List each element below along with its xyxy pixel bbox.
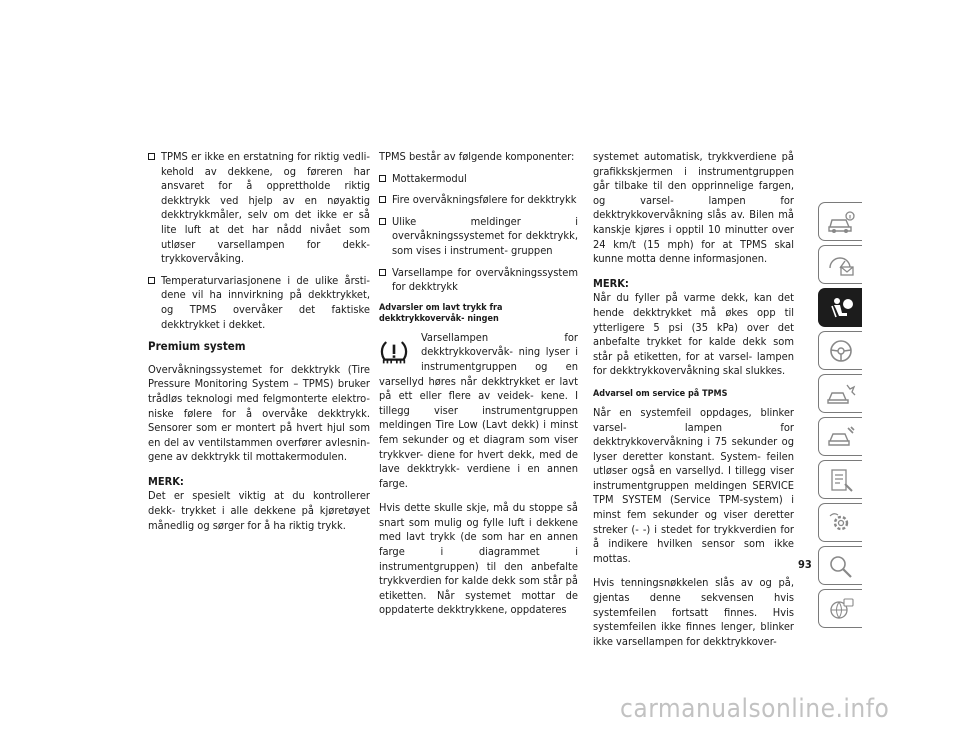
watermark: carmanualsonline.info bbox=[620, 694, 890, 724]
checkbox-bullet-icon bbox=[379, 218, 386, 225]
tab-safety[interactable] bbox=[818, 288, 862, 327]
bullet-item bbox=[379, 215, 578, 259]
note-text: Det er spesielt viktig at du kontrollerer dekk- trykket i alle dekkene på kjøretøyet månedlig og sørger for å ha riktig trykk. bbox=[148, 489, 370, 532]
paragraph: Hvis tenningsnøkkelen slås av og på, gjentas denne sekvensen hvis systemfeilen fortsatt finnes. Hvis systemfeilen ikke finnes lenger, blinker ikke varsellampen for dekktrykkover- bbox=[593, 576, 794, 648]
bullet-text: Fire overvåkningsfølere for dekktrykk bbox=[392, 193, 577, 207]
tab-multimedia[interactable] bbox=[818, 503, 862, 542]
bullet-text: Temperaturvariasjonene i de ulike årsti- dene vil ha innvirkning på dekktrykket, og TPMS overvåker det faktiske dekktrykket i dekket. bbox=[161, 273, 370, 331]
bullet-item bbox=[379, 172, 578, 187]
section-heading: Premium system bbox=[148, 339, 246, 354]
checkbox-bullet-icon bbox=[379, 269, 386, 276]
checkbox-bullet-icon bbox=[148, 277, 155, 284]
tab-driving[interactable] bbox=[818, 331, 862, 370]
checklist-wrench-icon bbox=[826, 467, 856, 493]
car-crash-icon bbox=[826, 381, 856, 407]
note-text: Når du fyller på varme dekk, kan det hende dekktrykket må økes opp til ytterligere 5 psi (35 kPa) over det anbefalte trykket for kalde dekk som står på etiketten, for at varsel- lampen for dekktrykkovervåkning skal slukkes. bbox=[593, 291, 794, 378]
section-heading: Advarsel om service på TPMS bbox=[593, 388, 728, 399]
bullet-item bbox=[148, 150, 370, 267]
paragraph: Hvis dette skulle skje, må du stoppe så snart som mulig og fylle luft i dekkene med lavt trykk (de som har en annen farge i diagrammet i instrumentgruppen) til den anbefalte trykkverdien for kalde dekk som står på etiketten. Når systemet mottar de oppdaterte dekktrykkene, oppdateres bbox=[379, 501, 578, 617]
airbag-safety-icon bbox=[826, 295, 856, 321]
column-middle bbox=[379, 150, 578, 628]
paragraph: systemet automatisk, trykkverdiene på grafikkskjermen i instrumentgruppen går tilbake til den opprinnelige fargen, og varsel- lampen for dekktrykkovervåkning slås av. Bilen må kanskje kjøres i opptil 10 minutter over 24 km/t (15 mph) for at TPMS skal kunne motta denne informasjonen. bbox=[593, 150, 794, 266]
section-heading: Advarsler om lavt trykk fra dekktrykkovervåk- ningen bbox=[379, 302, 503, 324]
warning-block bbox=[379, 331, 578, 492]
checkbox-bullet-icon bbox=[379, 175, 386, 182]
bullet-item bbox=[148, 274, 370, 332]
bullet-text: TPMS er ikke en erstatning for riktig vedli- kehold av dekkene, og føreren har ansvaret for å opprettholde riktig dekktrykk ved hjelp av en nøyaktig dekktrykkmåler, selv om det ikke er så lite luft at det har nådd nivået som utløser varsellampen for dekk- trykkovervåking. bbox=[161, 150, 370, 266]
checkbox-bullet-icon bbox=[379, 196, 386, 203]
warning-text: Varsellampen for dekktrykkovervåk- ning lyser i instrumentgruppen og en varsellyd høres når dekktrykket er lavt på ett eller flere av veidek- kene. I tillegg viser instrumentgruppen meldingen Tire Low (Lavt dekk) i minst fem sekunder og et diagram som viser trykkver- diene for hvert dekk, med de lave dekktrykk- verdiene i en annen farge. bbox=[379, 330, 578, 490]
page-number: 93 bbox=[798, 558, 812, 571]
tpms-warning-icon bbox=[379, 339, 409, 369]
column-right bbox=[593, 150, 794, 659]
tab-customer-assistance[interactable] bbox=[818, 589, 862, 628]
tab-emergency[interactable] bbox=[818, 374, 862, 413]
car-service-icon bbox=[826, 424, 856, 450]
bullet-text: Mottakermodul bbox=[392, 171, 467, 185]
bullet-item bbox=[379, 193, 578, 208]
gear-settings-icon bbox=[826, 510, 856, 536]
tab-specifications[interactable] bbox=[818, 460, 862, 499]
tab-dashboard[interactable] bbox=[818, 245, 862, 284]
paragraph: Overvåkningssystemet for dekktrykk (Tire Pressure Monitoring System – TPMS) bruker trådløs teknologi med felgmonterte elektro- niske følere for å overvåke dekktrykk. Sensorer som er montert på hvert hjul som en del av ventilstammen overfører avlesnin- gene av dekktrykk til mottakermodulen. bbox=[148, 362, 370, 464]
steering-wheel-icon bbox=[826, 338, 856, 364]
tab-car-info[interactable] bbox=[818, 202, 862, 241]
language-globe-icon bbox=[826, 596, 856, 622]
note bbox=[148, 475, 370, 533]
note-label: MERK: bbox=[148, 474, 184, 488]
dashboard-envelope-icon bbox=[826, 252, 856, 278]
bullet-text: Varsellampe for overvåkningssystem for dekktrykk bbox=[392, 265, 578, 294]
car-info-icon bbox=[826, 209, 856, 235]
chapter-tabs bbox=[818, 202, 862, 632]
paragraph: TPMS består av følgende komponenter: bbox=[379, 150, 575, 163]
magnifier-icon bbox=[826, 553, 856, 579]
tab-index[interactable] bbox=[818, 546, 862, 585]
note bbox=[593, 277, 794, 379]
column-left bbox=[148, 150, 370, 543]
checkbox-bullet-icon bbox=[148, 153, 155, 160]
tab-service[interactable] bbox=[818, 417, 862, 456]
note-label: MERK: bbox=[593, 276, 629, 290]
bullet-text: Ulike meldinger i overvåkningssystemet for dekktrykk, som vises i instrument- gruppen bbox=[392, 214, 578, 257]
paragraph: Når en systemfeil oppdages, blinker varsel- lampen for dekktrykkovervåkning i 75 sekunder og lyser deretter konstant. System- feilen utløser også en varsellyd. I tillegg viser instrumentgruppen meldingen SERVICE TPM SYSTEM (Service TPM-system) i minst fem sekunder og viser deretter streker (- -) i stedet for trykkverdien for å indikere hvilken sensor som ikke mottas. bbox=[593, 405, 794, 565]
bullet-item bbox=[379, 266, 578, 295]
